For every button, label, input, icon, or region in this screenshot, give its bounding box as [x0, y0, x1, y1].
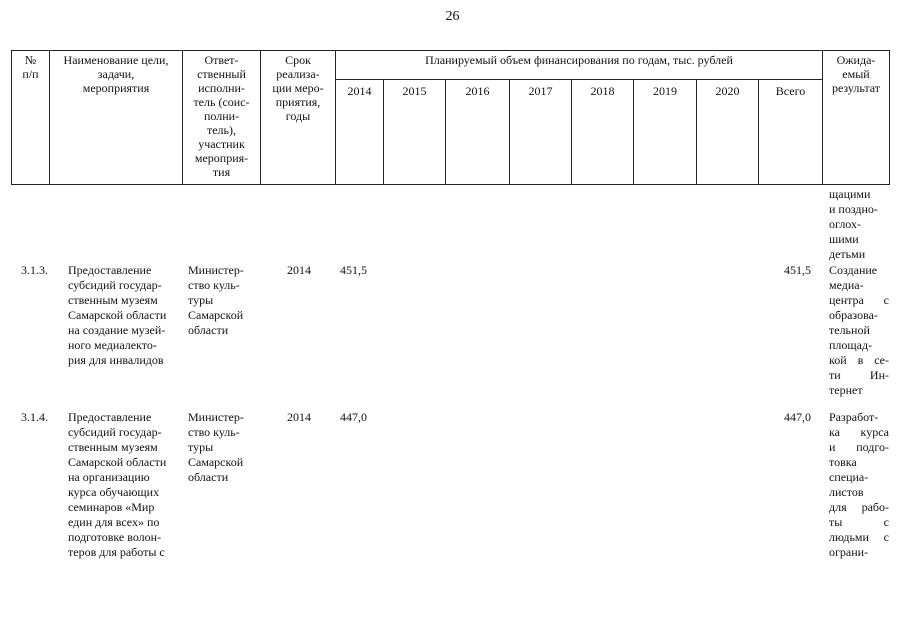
header-year-2017: 2017 [510, 80, 572, 185]
header-executor: Ответ- ственный исполни- тель (соис- полни- тель), участник мероприя- тия [183, 51, 261, 185]
row-total: 451,5 [784, 263, 811, 277]
row-value-2014: 447,0 [340, 410, 367, 424]
row-term: 2014 [287, 263, 311, 277]
row-executor: Министер- ство куль- туры Самарской области [188, 410, 244, 484]
header-year-2014: 2014 [336, 80, 384, 185]
row-result: Создание медиа- центра с образова- тельной площад- кой в се- ти Ин- тернет [829, 263, 889, 397]
row-name: Предоставление субсидий государ- ственным музеям Самарской области на создание музей- ного медиалекто- рия для инвалидов [68, 263, 167, 367]
row-result: Разработ- ка курса и подго- товка специа- листов для рабо- ты с людьми с ограни- [829, 410, 889, 559]
row-term: 2014 [287, 410, 311, 424]
header-financing: Планируемый объем финансирования по годам, тыс. рублей [336, 51, 823, 80]
row-number: 3.1.4. [21, 410, 48, 424]
page-number: 26 [445, 9, 460, 24]
row-executor: Министер- ство куль- туры Самарской области [188, 263, 244, 337]
header-year-2020: 2020 [697, 80, 759, 185]
header-term: Срок реализа- ции меро- приятия, годы [261, 51, 336, 185]
header-year-2019: 2019 [634, 80, 697, 185]
continued-result: щацими и поздно- оглох- шими детьми [829, 187, 878, 261]
header-result: Ожида- емый результат [823, 51, 890, 185]
header-num: № п/п [12, 51, 50, 185]
row-total: 447,0 [784, 410, 811, 424]
row-number: 3.1.3. [21, 263, 48, 277]
table-header [11, 50, 890, 185]
header-year-2018: 2018 [572, 80, 634, 185]
header-year-2016: 2016 [446, 80, 510, 185]
row-name: Предоставление субсидий государ- ственным музеям Самарской области на организацию курса обучающих семинаров «Мир един для всех» по подготовке волон- теров для работы с [68, 410, 167, 559]
row-value-2014: 451,5 [340, 263, 367, 277]
header-year-2015: 2015 [384, 80, 446, 185]
header-total: Всего [759, 80, 823, 185]
header-name: Наименование цели, задачи, мероприятия [50, 51, 183, 185]
